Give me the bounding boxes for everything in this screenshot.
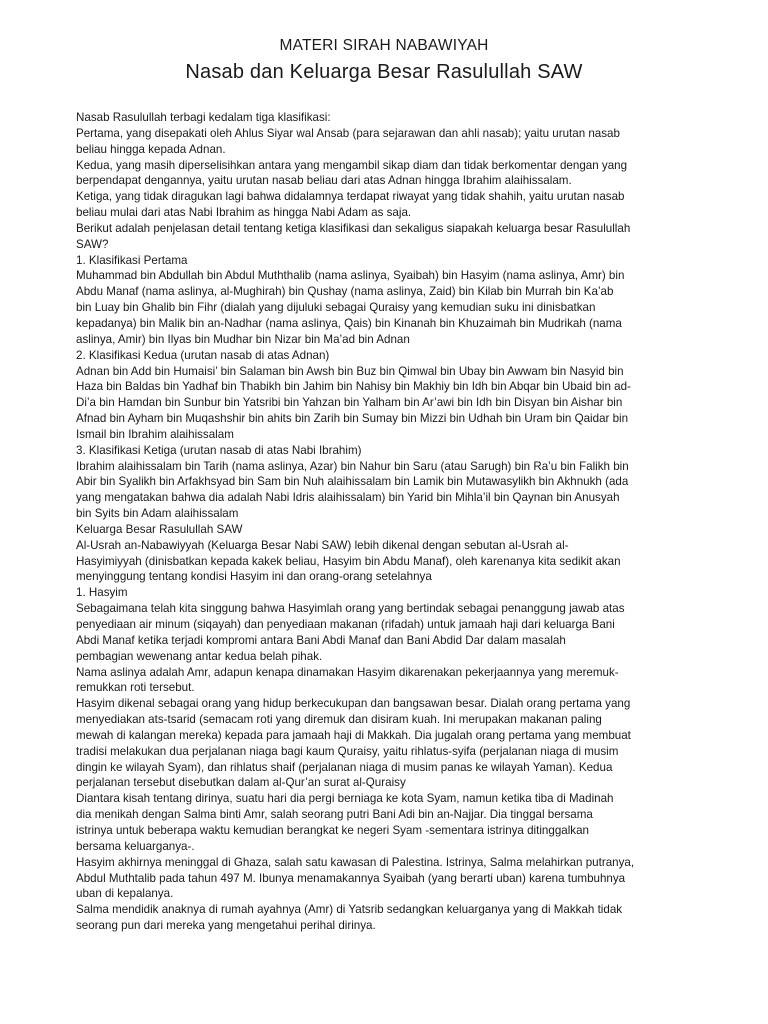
paragraph: Pertama, yang disepakati oleh Ahlus Siyar wal Ansab (para sejarawan dan ahli nasab); yaitu urutan nasab beliau hingga kepada Adnan.: [76, 126, 620, 156]
section-heading: 1. Hasyim: [76, 586, 128, 600]
document-body: [76, 110, 686, 934]
paragraph: Adnan bin Add bin Humaisi’ bin Salaman bin Awsh bin Buz bin Qimwal bin Ubay bin Awwam bin Nasyid bin Haza bin Baldas bin Yadhaf bin Thabikh bin Jahim bin Nahisy bin Makhiy bin Idh bin Abqar bin Ubaid bin ad- Di’a bin Hamdan bin Sunbur bin Yatsribi bin Yahzan bin Yalham bin Ar’awi bin Idh bin Disyan bin Aishar bin Afnad bin Ayham bin Muqashshir bin ahits bin Zarih bin Sumay bin Mizzi bin Udhah bin Uram bin Qaidar bin Ismail bin Ibrahim alaihissalam: [76, 364, 631, 441]
page-title: MATERI SIRAH NABAWIYAH: [279, 37, 489, 54]
paragraph: Nama aslinya adalah Amr, adapun kenapa dinamakan Hasyim dikarenakan pekerjaannya yang meremuk- remukkan roti tersebut.: [76, 665, 619, 695]
paragraph: Berikut adalah penjelasan detail tentang ketiga klasifikasi dan sekaligus siapakah keluarga besar Rasulullah SAW?: [76, 221, 631, 251]
section-heading: 2. Klasifikasi Kedua (urutan nasab di atas Adnan): [76, 348, 330, 362]
paragraph: Ketiga, yang tidak diragukan lagi bahwa didalamnya terdapat riwayat yang tidak shahih, yaitu urutan nasab beliau mulai dari atas Nabi Ibrahim as hingga Nabi Adam as saja.: [76, 190, 625, 220]
section-heading: 1. Klasifikasi Pertama: [76, 253, 188, 267]
paragraph: Hasyim akhirnya meninggal di Ghaza, salah satu kawasan di Palestina. Istrinya, Salma melahirkan putranya, Abdul Muthtalib pada tahun 497 M. Ibunya menamakannya Syaibah (yang berarti uban) karena tumbuhnya uban di kepalanya.: [76, 855, 635, 901]
section-heading: Keluarga Besar Rasulullah SAW: [76, 522, 243, 536]
page-subtitle: Nasab dan Keluarga Besar Rasulullah SAW: [185, 61, 583, 83]
paragraph: Kedua, yang masih diperselisihkan antara yang mengambil sikap diam dan tidak berkomentar dengan yang berpendapat dengannya, yaitu urutan nasab beliau dari atas Adnan hingga Ibrahim alaihissalam.: [76, 158, 628, 188]
paragraph: Salma mendidik anaknya di rumah ayahnya (Amr) di Yatsrib sedangkan keluarganya yang di Makkah tidak seorang pun dari mereka yang mengetahui perihal dirinya.: [76, 903, 623, 933]
paragraph: Diantara kisah tentang dirinya, suatu hari dia pergi berniaga ke kota Syam, namun ketika tiba di Madinah dia menikah dengan Salma binti Amr, salah seorang putri Bani Adi bin an-Najjar. Dia tinggal bersama istrinya untuk beberapa waktu kemudian berangkat ke negeri Syam -sementara istrinya ditinggalkan bersama keluarganya-.: [76, 792, 614, 853]
paragraph: Sebagaimana telah kita singgung bahwa Hasyimlah orang yang bertindak sebagai penanggung jawab atas penyediaan air minum (siqayah) dan penyediaan makanan (rifadah) untuk jamaah haji dari keluarga Bani Abdi Manaf ketika terjadi kompromi antara Bani Abdi Manaf dan Bani Abdid Dar dalam masalah pembagian wewenang antar kedua belah pihak.: [76, 602, 625, 663]
paragraph: Ibrahim alaihissalam bin Tarih (nama aslinya, Azar) bin Nahur bin Saru (atau Sarugh) bin Ra’u bin Falikh bin Abir bin Syalikh bin Arfakhsyad bin Sam bin Nuh alaihissalam bin Lamik bin Mutawasylikh bin Akhnukh (ada yang mengatakan bahwa dia adalah Nabi Idris alaihissalam) bin Yarid bin Mihla’il bin Qaynan bin Anusyah bin Syits bin Adam alaihissalam: [76, 459, 629, 521]
paragraph: Al-Usrah an-Nabawiyyah (Keluarga Besar Nabi SAW) lebih dikenal dengan sebutan al-Usrah al- Hasyimiyyah (dinisbatkan kepada kakek beliau, Hasyim bin Abdu Manaf), oleh karenanya kita sedikit akan menyinggung tentang kondisi Hasyim ini dan orang-orang setelahnya: [76, 538, 621, 584]
paragraph: Nasab Rasulullah terbagi kedalam tiga klasifikasi:: [76, 111, 331, 124]
paragraph: Hasyim dikenal sebagai orang yang hidup berkecukupan dan bangsawan besar. Dialah orang pertama yang menyediakan ats-tsarid (semacam roti yang diremuk dan disiram kuah. Ini merupakan makanan paling mewah di kalangan mereka) kepada para jamaah haji di Makkah. Dia jugalah orang pertama yang membuat tradisi melakukan dua perjalanan niaga bagi kaum Quraisy, yaitu rihlatus-syifa (perjalanan niaga di musim dingin ke wilayah Syam), dan rihlatus shaif (perjalanan niaga di musim panas ke wilayah Yaman). Kedua perjalanan tersebut disebutkan dalam al-Qur’an surat al-Quraisy: [76, 697, 631, 790]
section-heading: 3. Klasifikasi Ketiga (urutan nasab di atas Nabi Ibrahim): [76, 443, 362, 457]
paragraph: Muhammad bin Abdullah bin Abdul Muththalib (nama aslinya, Syaibah) bin Hasyim (nama aslinya, Amr) bin Abdu Manaf (nama aslinya, al-Mughirah) bin Qushay (nama aslinya, Zaid) bin Kilab bin Murrah bin Ka’ab bin Luay bin Ghalib bin Fihr (dialah yang dijuluki sebagai Quraisy yang kemudian suku ini dinisbatkan kepadanya) bin Malik bin an-Nadhar (nama aslinya, Qais) bin Kinanah bin Khuzaimah bin Mudrikah (nama aslinya, Amir) bin Ilyas bin Mudhar bin Nizar bin Ma’ad bin Adnan: [76, 269, 625, 346]
